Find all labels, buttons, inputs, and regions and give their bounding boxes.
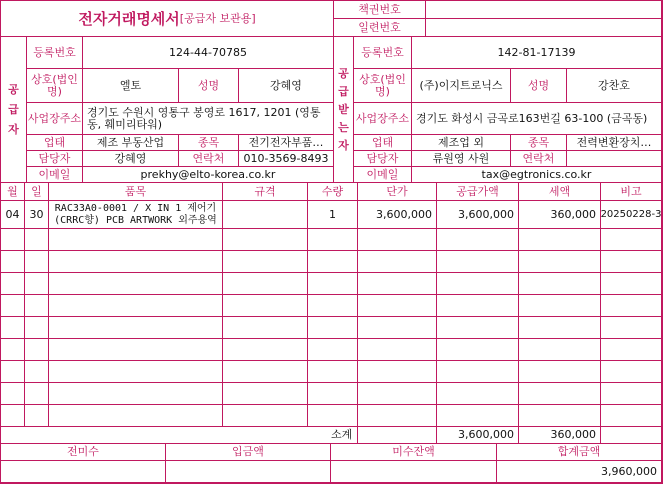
item-month: 04: [1, 201, 25, 229]
empty-table-cell: [1, 383, 25, 405]
empty-table-cell: [223, 295, 308, 317]
empty-table-cell: [223, 339, 308, 361]
empty-table-cell: [25, 295, 49, 317]
serial-no-label: 일련번호: [334, 19, 426, 37]
empty-table-cell: [223, 251, 308, 273]
empty-table-cell: [519, 317, 601, 339]
supplier-biz-item: 전기전자부품…: [239, 135, 334, 151]
empty-table-cell: [49, 273, 223, 295]
empty-table-cell: [358, 273, 437, 295]
subtotal-note-blank: [601, 427, 662, 444]
empty-table-cell: [308, 317, 358, 339]
buyer-ceo-label: 성명: [511, 69, 567, 103]
empty-table-cell: [437, 251, 519, 273]
supplier-email: prekhy@elto-korea.co.kr: [83, 167, 334, 183]
empty-table-cell: [223, 405, 308, 427]
empty-table-cell: [601, 383, 662, 405]
supplier-side-label: 공급자: [1, 37, 27, 183]
col-tax-header: 세액: [519, 183, 601, 201]
empty-table-cell: [25, 405, 49, 427]
supplier-addr-label: 사업장주소: [27, 103, 83, 135]
supplier-ceo-label: 성명: [179, 69, 239, 103]
empty-table-cell: [1, 295, 25, 317]
title-text: 전자거래명세서: [78, 9, 180, 28]
buyer-email-label: 이메일: [354, 167, 412, 183]
book-no-value: [426, 1, 662, 19]
empty-table-cell: [25, 251, 49, 273]
empty-table-cell: [519, 295, 601, 317]
paid-value: [166, 461, 331, 483]
buyer-biz-item: 전력변환장치…: [567, 135, 662, 151]
supplier-addr: 경기도 수원시 영통구 봉영로 1617, 1201 (영통동, 훼미리타워): [83, 103, 334, 135]
col-month-header: 월: [1, 183, 25, 201]
empty-table-cell: [223, 317, 308, 339]
supplier-ceo: 강혜영: [239, 69, 334, 103]
total-value: 3,960,000: [497, 461, 662, 483]
col-day-header: 일: [25, 183, 49, 201]
col-note-header: 비고: [601, 183, 662, 201]
empty-table-cell: [601, 339, 662, 361]
empty-table-cell: [437, 339, 519, 361]
item-note: 20250228-3: [601, 201, 662, 229]
empty-table-cell: [358, 295, 437, 317]
empty-table-cell: [1, 273, 25, 295]
buyer-manager: 류원영 사원: [412, 151, 511, 167]
item-supply-amount: 3,600,000: [437, 201, 519, 229]
empty-table-cell: [1, 361, 25, 383]
empty-table-cell: [223, 229, 308, 251]
empty-table-cell: [25, 229, 49, 251]
empty-table-cell: [49, 405, 223, 427]
empty-table-cell: [308, 339, 358, 361]
supplier-name-label: 상호(법인명): [27, 69, 83, 103]
subtotal-tax: 360,000: [519, 427, 601, 444]
item-unit-price: 3,600,000: [358, 201, 437, 229]
empty-table-cell: [308, 361, 358, 383]
document-title: [1, 1, 334, 37]
col-spec-header: 규격: [223, 183, 308, 201]
empty-table-cell: [1, 317, 25, 339]
buyer-ceo: 강찬호: [567, 69, 662, 103]
empty-table-cell: [308, 273, 358, 295]
empty-table-cell: [601, 273, 662, 295]
buyer-addr: 경기도 화성시 금곡로163번길 63-100 (금곡동): [412, 103, 662, 135]
empty-table-cell: [519, 383, 601, 405]
empty-table-cell: [49, 361, 223, 383]
buyer-manager-label: 담당자: [354, 151, 412, 167]
prev-balance-label: 전미수: [1, 444, 166, 461]
buyer-biz-type-label: 업태: [354, 135, 412, 151]
empty-table-cell: [308, 405, 358, 427]
empty-table-cell: [358, 405, 437, 427]
supplier-reg-no: 124-44-70785: [83, 37, 334, 69]
empty-table-cell: [519, 361, 601, 383]
empty-table-cell: [519, 405, 601, 427]
empty-table-cell: [519, 229, 601, 251]
empty-table-cell: [358, 339, 437, 361]
empty-table-cell: [437, 273, 519, 295]
empty-table-cell: [308, 295, 358, 317]
balance-label: 미수잔액: [331, 444, 497, 461]
empty-table-cell: [437, 229, 519, 251]
empty-table-cell: [601, 295, 662, 317]
empty-table-cell: [358, 361, 437, 383]
supplier-email-label: 이메일: [27, 167, 83, 183]
total-label: 합계금액: [497, 444, 662, 461]
empty-table-cell: [358, 317, 437, 339]
item-day: 30: [25, 201, 49, 229]
supplier-manager-label: 담당자: [27, 151, 83, 167]
buyer-biz-type: 제조업 외: [412, 135, 511, 151]
buyer-contact-label: 연락처: [511, 151, 567, 167]
empty-table-cell: [601, 251, 662, 273]
supplier-biz-type-label: 업태: [27, 135, 83, 151]
empty-table-cell: [223, 273, 308, 295]
supplier-manager: 강혜영: [83, 151, 179, 167]
empty-table-cell: [308, 251, 358, 273]
buyer-contact: [567, 151, 662, 167]
subtotal-spacer: [1, 427, 358, 444]
empty-table-cell: [223, 361, 308, 383]
col-item-header: 품목: [49, 183, 223, 201]
empty-table-cell: [25, 339, 49, 361]
empty-table-cell: [519, 273, 601, 295]
empty-table-cell: [601, 361, 662, 383]
empty-table-cell: [25, 317, 49, 339]
empty-table-cell: [49, 383, 223, 405]
item-qty: 1: [308, 201, 358, 229]
empty-table-cell: [358, 229, 437, 251]
buyer-addr-label: 사업장주소: [354, 103, 412, 135]
empty-table-cell: [49, 339, 223, 361]
empty-table-cell: [49, 229, 223, 251]
buyer-name-label: 상호(법인명): [354, 69, 412, 103]
buyer-biz-item-label: 종목: [511, 135, 567, 151]
col-qty-header: 수량: [308, 183, 358, 201]
empty-table-cell: [437, 317, 519, 339]
empty-table-cell: [601, 229, 662, 251]
empty-table-cell: [519, 251, 601, 273]
empty-table-cell: [49, 251, 223, 273]
buyer-name: (주)이지트로닉스: [412, 69, 511, 103]
col-supply-amount-header: 공급가액: [437, 183, 519, 201]
empty-table-cell: [437, 295, 519, 317]
supplier-biz-type: 제조 부동산업: [83, 135, 179, 151]
empty-table-cell: [437, 383, 519, 405]
supplier-contact: 010-3569-8493: [239, 151, 334, 167]
empty-table-cell: [1, 229, 25, 251]
book-no-label: 책권번호: [334, 1, 426, 19]
supplier-biz-item-label: 종목: [179, 135, 239, 151]
item-spec: [223, 201, 308, 229]
buyer-side-label: 공급받는자: [334, 37, 354, 183]
empty-table-cell: [308, 229, 358, 251]
title-subtitle: [공급자 보관용]: [179, 11, 256, 25]
empty-table-cell: [358, 383, 437, 405]
supplier-name: 엘토: [83, 69, 179, 103]
empty-table-cell: [25, 273, 49, 295]
empty-table-cell: [49, 317, 223, 339]
balance-value: [331, 461, 497, 483]
buyer-reg-no-label: 등록번호: [354, 37, 412, 69]
col-unit-price-header: 단가: [358, 183, 437, 201]
empty-table-cell: [601, 405, 662, 427]
empty-table-cell: [49, 295, 223, 317]
empty-table-cell: [308, 383, 358, 405]
empty-table-cell: [358, 251, 437, 273]
paid-label: 입금액: [166, 444, 331, 461]
empty-table-cell: [1, 405, 25, 427]
empty-table-cell: [1, 251, 25, 273]
serial-no-value: [426, 19, 662, 37]
empty-table-cell: [1, 339, 25, 361]
subtotal-unit-price-blank: [358, 427, 437, 444]
empty-table-cell: [437, 405, 519, 427]
empty-table-cell: [25, 383, 49, 405]
empty-table-cell: [437, 361, 519, 383]
prev-balance-value: [1, 461, 166, 483]
supplier-reg-no-label: 등록번호: [27, 37, 83, 69]
empty-table-cell: [223, 383, 308, 405]
buyer-reg-no: 142-81-17139: [412, 37, 662, 69]
subtotal-label: 소계: [331, 427, 411, 444]
subtotal-supply-amount: 3,600,000: [437, 427, 519, 444]
empty-table-cell: [519, 339, 601, 361]
empty-table-cell: [25, 361, 49, 383]
buyer-email: tax@egtronics.co.kr: [412, 167, 662, 183]
item-name: RAC33A0-0001 / X IN 1 제어기 (CRRC향) PCB ARTWORK 외주용역: [49, 201, 223, 229]
supplier-contact-label: 연락처: [179, 151, 239, 167]
empty-table-cell: [601, 317, 662, 339]
item-tax: 360,000: [519, 201, 601, 229]
